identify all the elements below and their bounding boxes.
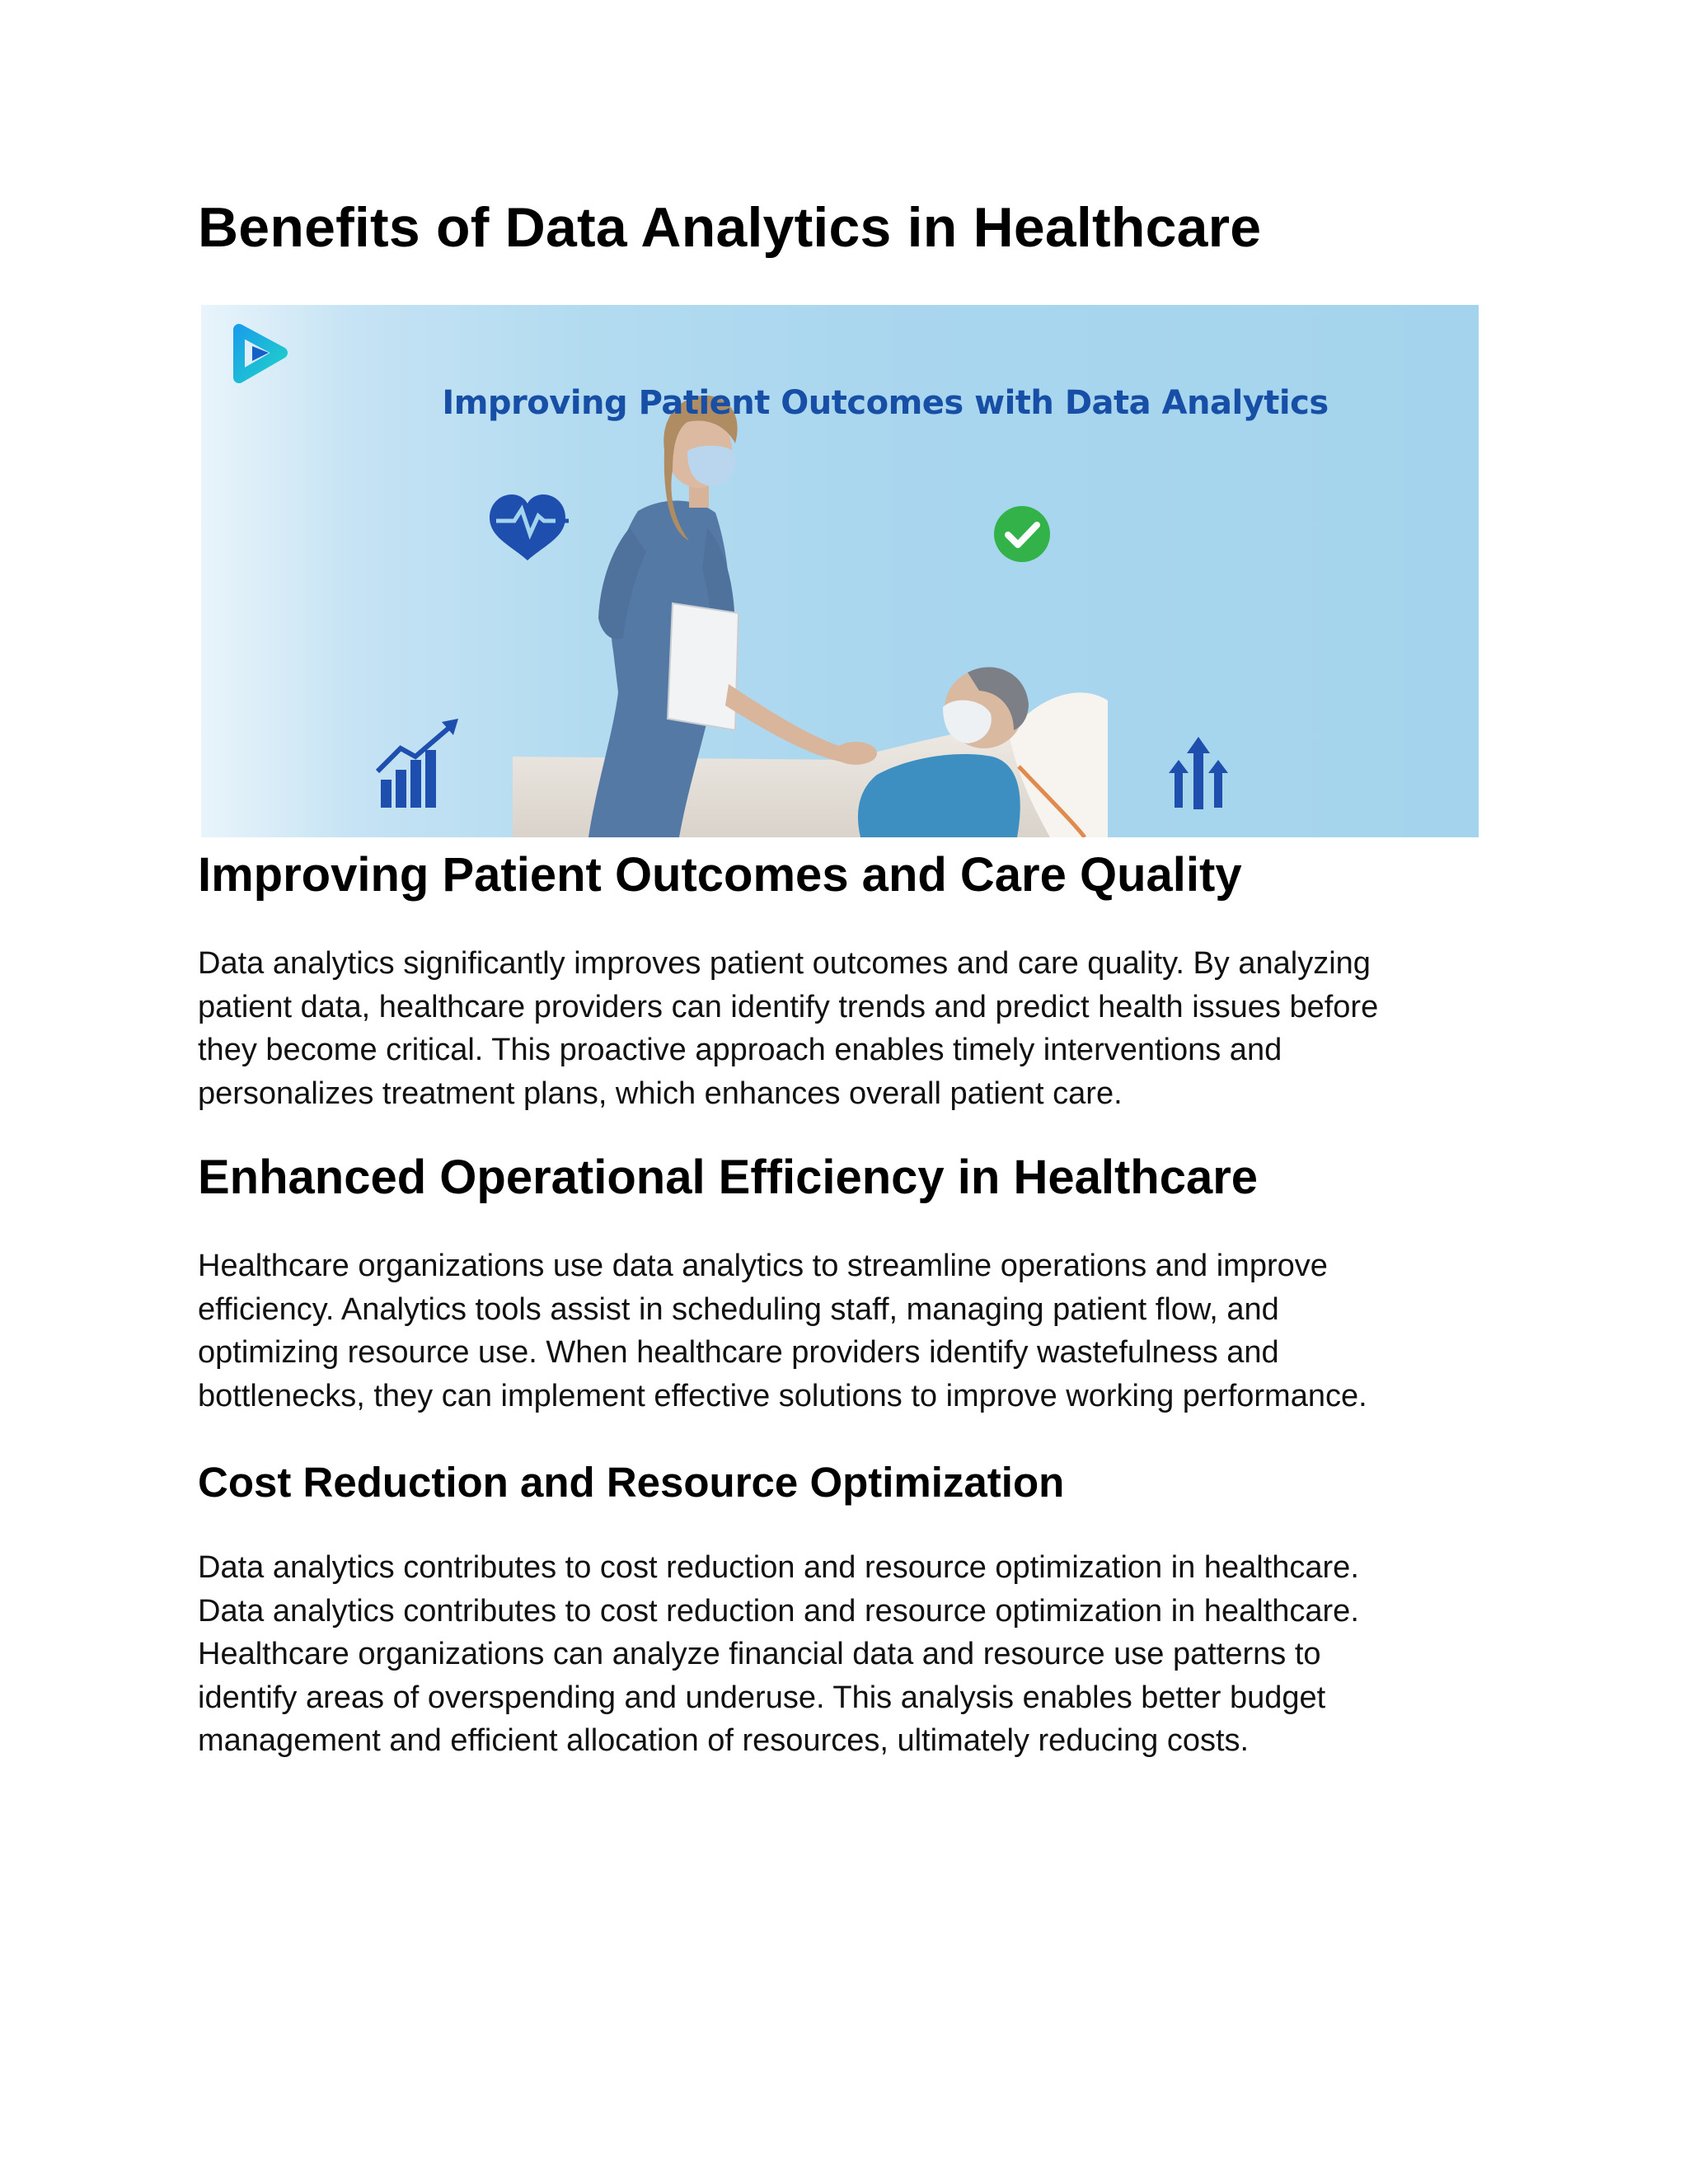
paragraph-line: Data analytics significantly improves patient outcomes and care quality. By analyzing [198, 946, 1371, 981]
paragraph-line: identify areas of overspending and underuse. This analysis enables better budget [198, 1680, 1326, 1715]
paragraph-line: Data analytics contributes to cost reduction and resource optimization in healthcare. [198, 1550, 1359, 1585]
up-arrows-icon [1169, 737, 1228, 809]
paragraph-line: personalizes treatment plans, which enhances overall patient care. [198, 1076, 1123, 1111]
growth-chart-icon [377, 719, 458, 808]
heart-pulse-icon [490, 494, 569, 560]
check-circle-icon [994, 506, 1050, 562]
hero-caption: Improving Patient Outcomes with Data Analytics [442, 384, 1329, 422]
paragraph-line: management and efficient allocation of resources, ultimately reducing costs. [198, 1723, 1250, 1759]
paragraph-line: bottlenecks, they can implement effective solutions to improve working performance. [198, 1378, 1367, 1413]
paragraph-line: patient data, healthcare providers can identify trends and predict health issues before [198, 989, 1379, 1024]
paragraph-line: Healthcare organizations can analyze financial data and resource use patterns to [198, 1637, 1321, 1672]
paragraph-line: efficiency. Analytics tools assist in scheduling staff, managing patient flow, and [198, 1291, 1279, 1327]
section-paragraph-cost-reduction [198, 1546, 1492, 1763]
nurse-patient-photo [513, 396, 1108, 837]
section-heading-patient-outcomes: Improving Patient Outcomes and Care Quality [198, 848, 1242, 902]
paragraph-line: Data analytics contributes to cost reduction and resource optimization in healthcare. [198, 1593, 1359, 1629]
paragraph-line: they become critical. This proactive approach enables timely interventions and [198, 1033, 1282, 1068]
page-title: Benefits of Data Analytics in Healthcare [198, 196, 1262, 259]
section-paragraph-operational-efficiency [198, 1244, 1492, 1418]
section-paragraph-patient-outcomes [198, 942, 1492, 1115]
section-heading-cost-reduction: Cost Reduction and Resource Optimization [198, 1459, 1065, 1506]
section-heading-operational-efficiency: Enhanced Operational Efficiency in Healthcare [198, 1151, 1259, 1204]
paragraph-line: optimizing resource use. When healthcare providers identify wastefulness and [198, 1335, 1279, 1371]
play-logo-icon [239, 330, 282, 377]
hero-image [201, 305, 1479, 837]
paragraph-line: Healthcare organizations use data analytics to streamline operations and improve [198, 1249, 1328, 1283]
